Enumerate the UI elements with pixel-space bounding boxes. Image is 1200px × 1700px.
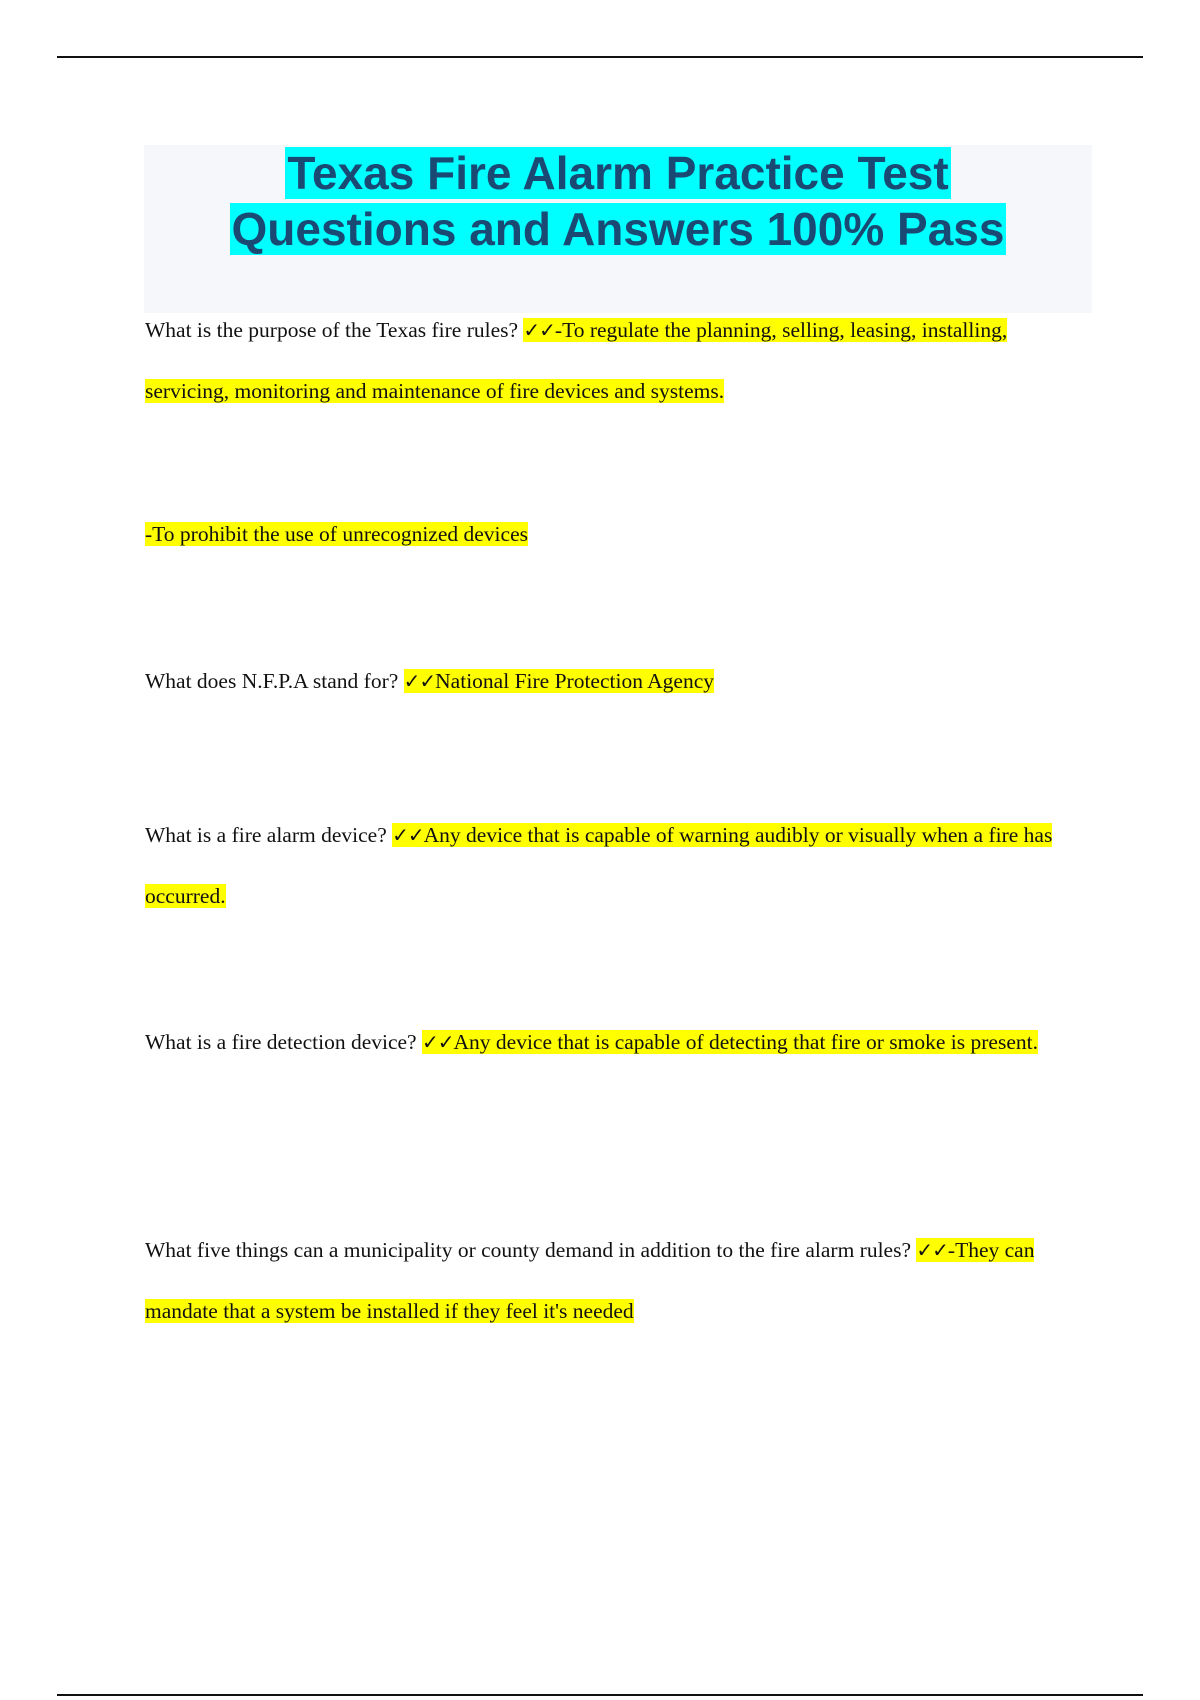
qa-item-alarm-device: [145, 805, 1090, 927]
qa-item-purpose: [145, 300, 1090, 422]
checkmark-icon: ✓✓: [523, 318, 555, 342]
checkmark-icon: ✓✓: [403, 669, 436, 693]
checkmark-icon: ✓✓: [421, 1030, 454, 1054]
answer-highlight: [145, 522, 528, 546]
answer-text: National Fire Protection Agency: [435, 669, 714, 693]
checkmark-icon: ✓✓: [916, 1238, 948, 1262]
title-banner: [144, 145, 1092, 313]
qa-item-prohibit: [145, 504, 1090, 565]
qa-item-nfpa: [145, 651, 1090, 712]
title-line-2: Questions and Answers 100% Pass: [231, 203, 1005, 255]
question-text: What does N.F.P.A stand for?: [145, 669, 404, 693]
answer-text: Any device that is capable of detecting that fire or smoke is present.: [453, 1030, 1038, 1054]
question-text: What is a fire detection device?: [145, 1030, 422, 1054]
answer-highlight: [404, 669, 714, 693]
answer-highlight: [422, 1030, 1038, 1054]
question-text: What is a fire alarm device?: [145, 823, 393, 847]
question-text: What five things can a municipality or county demand in addition to the fire alarm rules?: [145, 1238, 917, 1262]
qa-item-detection-device: [145, 1012, 1090, 1073]
title-line-1: Texas Fire Alarm Practice Test: [287, 147, 949, 199]
checkmark-icon: ✓✓: [392, 823, 424, 847]
answer-text: -To regulate the planning, selling, leasing, installing, servicing, monitoring and maintenance of fire devices and systems.: [145, 318, 1008, 403]
question-text: What is the purpose of the Texas fire rules?: [145, 318, 524, 342]
bottom-rule: [57, 1694, 1143, 1696]
answer-text: -They can mandate that a system be installed if they feel it's needed: [145, 1238, 1035, 1323]
top-rule: [57, 56, 1143, 58]
answer-text: -To prohibit the use of unrecognized devices: [145, 522, 528, 546]
qa-item-municipality: [145, 1220, 1090, 1342]
answer-text: Any device that is capable of warning audibly or visually when a fire has occurred.: [145, 823, 1053, 908]
